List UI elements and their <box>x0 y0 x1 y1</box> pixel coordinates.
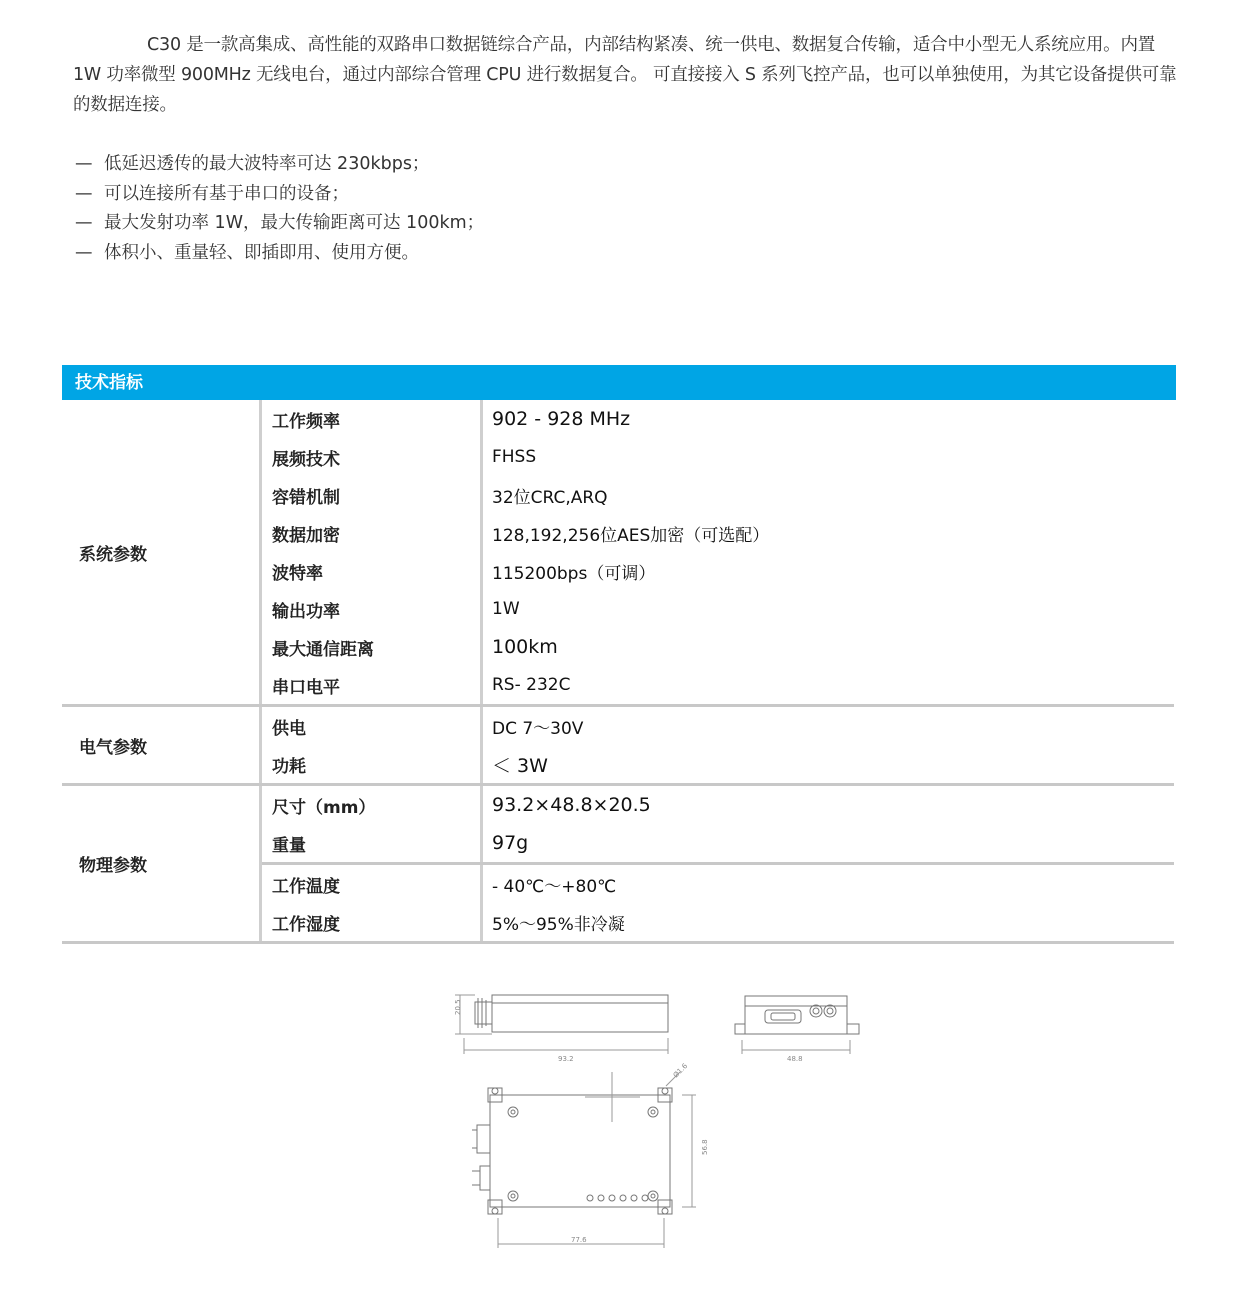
spec-param: 串口电平 <box>262 666 483 704</box>
spec-param: 工作频率 <box>262 400 483 438</box>
spec-value: 128,192,256位AES加密（可选配） <box>492 525 770 546</box>
dimension-drawings <box>430 990 870 1255</box>
spec-value: FHSS <box>492 447 537 467</box>
feature-text: 最大发射功率 1W，最大传输距离可达 100km； <box>104 213 485 233</box>
dim-label-depth: 56.8 <box>701 1139 709 1155</box>
spec-value: 97g <box>492 832 529 854</box>
spec-value: 115200bps（可调） <box>492 563 656 584</box>
spec-row <box>262 707 1174 745</box>
feature-item <box>75 180 484 210</box>
spec-group-system <box>62 400 1174 704</box>
feature-list <box>75 150 484 268</box>
spec-row <box>262 476 1174 514</box>
spec-value: 902 - 928 MHz <box>492 408 631 430</box>
dim-label-height: 20.5 <box>454 999 462 1015</box>
spec-group-name: 物理参数 <box>62 786 262 941</box>
spec-param: 工作湿度 <box>262 903 483 941</box>
spec-table <box>62 400 1174 944</box>
side-view-drawing <box>455 995 668 1054</box>
spec-param: 数据加密 <box>262 514 483 552</box>
spec-param: 重量 <box>262 824 483 862</box>
feature-item <box>75 209 484 239</box>
spec-value: 5%～95%非冷凝 <box>492 914 625 935</box>
spec-param: 工作温度 <box>262 865 483 903</box>
spec-row <box>262 400 1174 438</box>
spec-param: 最大通信距离 <box>262 628 483 666</box>
feature-dash: — <box>75 154 93 174</box>
spec-row <box>262 903 1174 941</box>
spec-value: ＜ 3W <box>492 754 548 777</box>
spec-row <box>262 552 1174 590</box>
spec-param: 尺寸（mm） <box>262 786 483 824</box>
spec-row <box>262 745 1174 783</box>
spec-param: 供电 <box>262 707 483 745</box>
spec-value: 93.2×48.8×20.5 <box>492 794 651 816</box>
spec-group-name: 电气参数 <box>62 707 262 783</box>
feature-item <box>75 239 484 269</box>
spec-row <box>262 590 1174 628</box>
spec-row <box>262 824 1174 862</box>
spec-param: 波特率 <box>262 552 483 590</box>
feature-dash: — <box>75 213 93 233</box>
spec-value: RS- 232C <box>492 675 571 695</box>
feature-item <box>75 150 484 180</box>
front-view-drawing <box>735 996 859 1054</box>
spec-row <box>262 786 1174 824</box>
feature-dash: — <box>75 183 93 204</box>
intro-paragraph: C30 是一款高集成、高性能的双路串口数据链综合产品，内部结构紧凑、统一供电、数据复合传输，适合中小型无人系统应用。内置 1W 功率微型 900MHz 无线电台，通过内部综合管理 CPU 进行数据复合。 可直接接入 S 系列飞控产品，也可以单独使用，为其它设备提供可靠的数据连接。 <box>73 35 1177 115</box>
spec-group-name: 系统参数 <box>62 400 262 704</box>
spec-row <box>262 666 1174 704</box>
spec-table-header: 技术指标 <box>62 365 1176 400</box>
spec-row <box>262 628 1174 666</box>
spec-row <box>262 865 1174 903</box>
spec-row <box>262 438 1174 476</box>
spec-value: 1W <box>492 599 520 619</box>
top-view-drawing <box>472 1072 696 1248</box>
spec-value: - 40℃～+80℃ <box>492 876 617 897</box>
spec-param: 功耗 <box>262 745 483 783</box>
spec-value: 32位CRC,ARQ <box>492 487 608 508</box>
dim-label-hole: Ø1.6 <box>671 1061 690 1080</box>
dim-label-width: 48.8 <box>787 1055 803 1063</box>
dim-label-length: 93.2 <box>558 1055 574 1063</box>
spec-param: 展频技术 <box>262 438 483 476</box>
feature-text: 低延迟透传的最大波特率可达 230kbps； <box>104 154 430 174</box>
spec-group-electrical <box>62 707 1174 783</box>
feature-text: 体积小、重量轻、即插即用、使用方便。 <box>104 242 419 263</box>
spec-param: 容错机制 <box>262 476 483 514</box>
feature-dash: — <box>75 242 93 263</box>
dim-label-base: 77.6 <box>571 1236 587 1244</box>
spec-param: 输出功率 <box>262 590 483 628</box>
table-divider <box>62 941 1174 944</box>
feature-text: 可以连接所有基于串口的设备； <box>104 183 349 204</box>
spec-row <box>262 514 1174 552</box>
spec-value: DC 7～30V <box>492 718 584 739</box>
spec-group-physical <box>62 786 1174 941</box>
spec-value: 100km <box>492 636 558 658</box>
